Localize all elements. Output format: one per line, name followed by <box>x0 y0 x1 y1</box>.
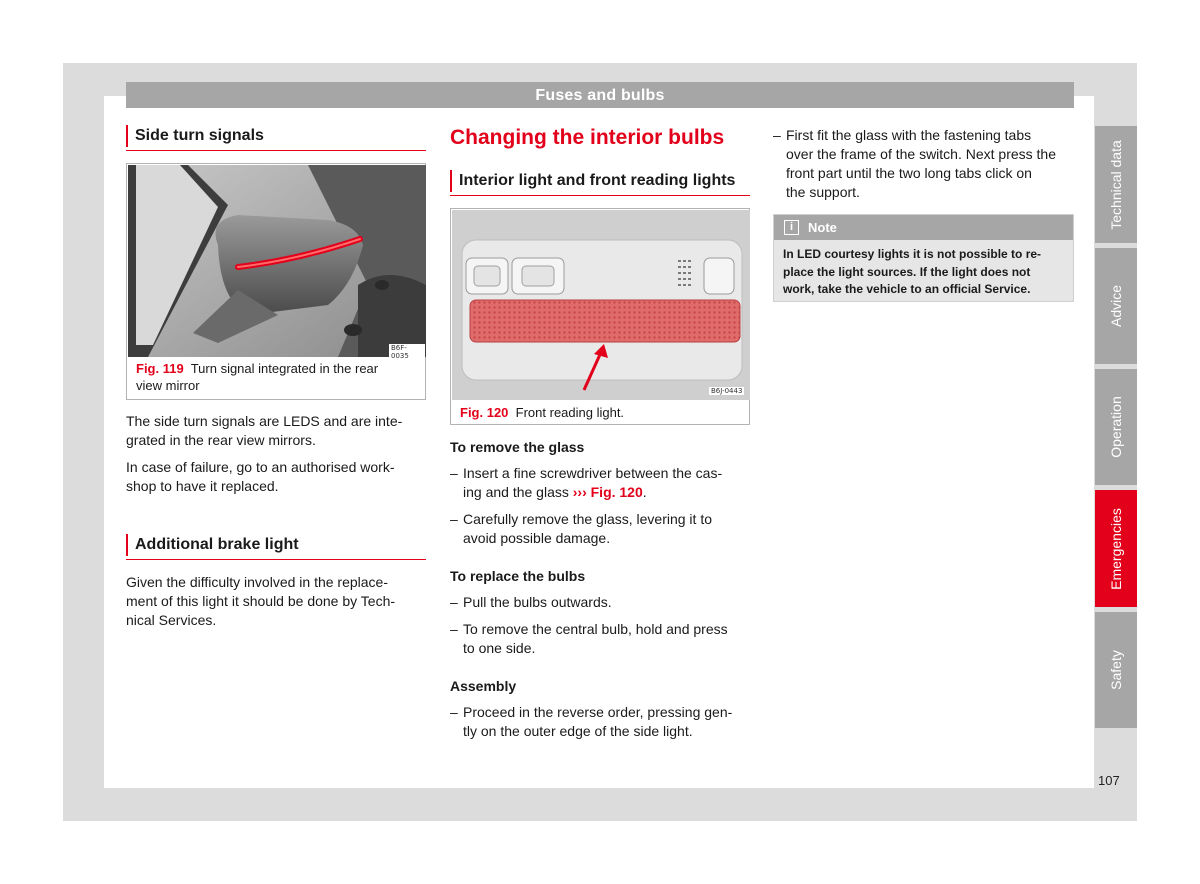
text-span: ing and the glass <box>463 484 569 500</box>
dash-bullet-icon: – <box>450 704 458 720</box>
tab-emergencies[interactable] <box>1095 490 1137 607</box>
tab-advice[interactable] <box>1095 248 1137 364</box>
caption-line2: view mirror <box>136 378 200 393</box>
text-line: shop to have it replaced. <box>126 478 279 494</box>
chapter-header: Fuses and bulbs <box>126 82 1074 108</box>
text-line: grated in the rear view mirrors. <box>126 432 316 448</box>
note-header <box>774 215 1073 240</box>
page-number: 107 <box>1098 773 1120 788</box>
list-item <box>450 464 750 502</box>
dash-bullet-icon: – <box>450 465 458 481</box>
dash-bullet-icon: – <box>450 621 458 637</box>
info-icon: i <box>784 220 799 235</box>
section-title-text: Side turn signals <box>135 127 264 144</box>
tab-technical-data[interactable] <box>1095 126 1137 243</box>
subheading-replace-bulbs: To replace the bulbs <box>450 568 586 584</box>
figure-label: Fig. 119 <box>136 361 184 376</box>
dash-bullet-icon: – <box>450 594 458 610</box>
text-line: Carefully remove the glass, levering it to <box>463 511 712 527</box>
figure-code: B6J-0443 <box>711 387 743 395</box>
paragraph-side-signals <box>126 412 426 450</box>
text-line: In LED courtesy lights it is not possible to re- <box>783 247 1042 261</box>
tab-label: Safety <box>1108 650 1124 690</box>
figure-label: Fig. 120 <box>460 405 509 420</box>
list-item <box>773 126 1078 202</box>
tab-safety[interactable] <box>1095 612 1137 728</box>
text-line: To remove the central bulb, hold and press <box>463 621 728 637</box>
text-line: the support. <box>786 184 860 200</box>
text-line: to one side. <box>463 640 536 656</box>
caption-text: Front reading light. <box>515 405 625 420</box>
paragraph-failure <box>126 458 426 496</box>
tab-label: Emergencies <box>1108 507 1124 590</box>
section-title-side-turn-signals <box>126 125 426 147</box>
subheading-assembly: Assembly <box>450 678 517 694</box>
section-accent-bar <box>450 170 452 192</box>
note-box <box>773 214 1074 302</box>
section-accent-bar <box>126 534 128 556</box>
dash-bullet-icon: – <box>450 511 458 527</box>
tab-label: Operation <box>1108 396 1124 458</box>
text-line: Proceed in the reverse order, pressing gen- <box>463 704 733 720</box>
paragraph-brake-light <box>126 573 426 630</box>
figure-119 <box>126 163 426 400</box>
text-line: The side turn signals are LEDS and are inte- <box>126 413 403 429</box>
section-title-interior-light <box>450 170 750 192</box>
dash-bullet-icon: – <box>773 127 781 143</box>
section-underline <box>126 150 426 151</box>
tab-label: Technical data <box>1108 139 1124 230</box>
text-line: over the frame of the switch. Next press the <box>786 146 1057 162</box>
text-line: work, take the vehicle to an official Service. <box>783 282 1031 296</box>
figure-caption <box>136 360 421 394</box>
tab-operation[interactable] <box>1095 369 1137 485</box>
page-title: Changing the interior bulbs <box>450 126 725 149</box>
section-title-text: Interior light and front reading lights <box>459 172 736 189</box>
tab-label: Advice <box>1108 284 1124 328</box>
text-line <box>463 483 750 502</box>
figure-caption <box>460 404 745 421</box>
list-item <box>450 620 750 658</box>
text-line: First fit the glass with the fastening tabs <box>786 127 1032 143</box>
section-underline <box>126 559 426 560</box>
text-line: nical Services. <box>126 612 217 628</box>
figure-reference-link[interactable]: ››› Fig. 120 <box>572 484 643 500</box>
text-line: avoid possible damage. <box>463 530 611 546</box>
figure-120 <box>450 208 750 425</box>
section-title-text: Additional brake light <box>135 536 299 553</box>
figure-code: B6F-0035 <box>389 344 425 360</box>
mirror-turn-signal-image <box>128 165 426 357</box>
text-line: ment of this light it should be done by Tech- <box>126 593 396 609</box>
list-item <box>450 703 750 741</box>
text-span: . <box>642 484 647 500</box>
list-item <box>450 593 750 612</box>
section-underline <box>450 195 750 196</box>
subheading-remove-glass: To remove the glass <box>450 439 585 455</box>
text-line: In case of failure, go to an authorised work- <box>126 459 395 475</box>
reading-light-image <box>452 210 750 400</box>
text-line: Given the difficulty involved in the replace- <box>126 574 388 590</box>
section-accent-bar <box>126 125 128 147</box>
note-text <box>783 246 1065 299</box>
caption-line1: Turn signal integrated in the rear <box>190 361 379 376</box>
note-title: Note <box>808 220 837 235</box>
text-line: tly on the outer edge of the side light. <box>463 723 693 739</box>
text-line: Pull the bulbs outwards. <box>463 594 612 610</box>
text-line: front part until the two long tabs click on <box>786 165 1032 181</box>
text-line: Insert a fine screwdriver between the cas- <box>463 465 723 481</box>
text-line: place the light sources. If the light does not <box>783 264 1031 279</box>
list-item <box>450 510 750 548</box>
section-title-brake-light <box>126 534 426 556</box>
